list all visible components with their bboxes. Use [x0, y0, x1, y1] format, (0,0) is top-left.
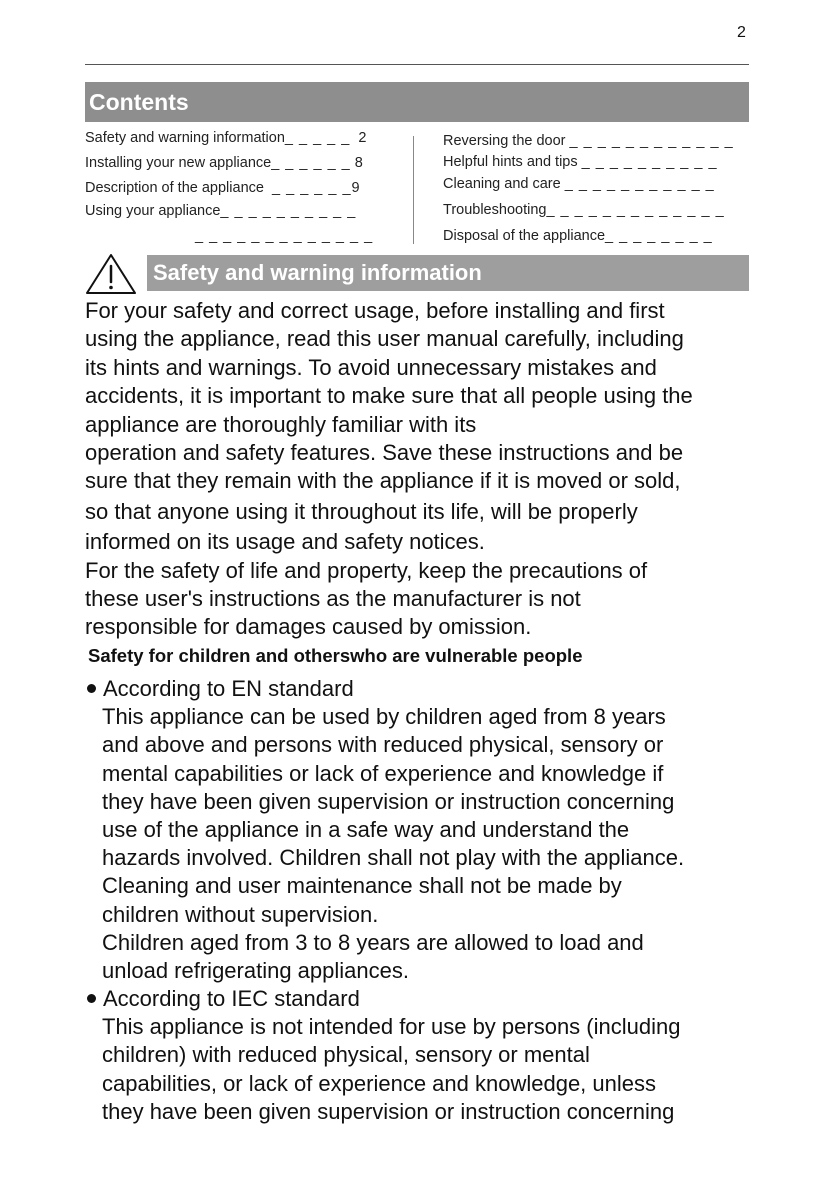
- intro-line: its hints and warnings. To avoid unnecessary mistakes and: [85, 354, 657, 380]
- toc-leader: _ _ _ _ _ _ _ _ _ _ _ _ _: [546, 202, 725, 218]
- intro-line: For your safety and correct usage, before installing and first: [85, 298, 665, 323]
- intro-line: using the appliance, read this user manual carefully, including: [85, 326, 684, 352]
- intro-line: sure that they remain with the appliance if it is moved or sold,: [85, 468, 681, 494]
- bullet-line: children) with reduced physical, sensory or mental: [102, 1042, 590, 1068]
- toc-leader: _ _ _ _ _ _ _ _ _ _: [220, 203, 357, 219]
- bullet-line: use of the appliance in a safe way and understand the: [102, 816, 630, 842]
- bullet-line: This appliance can be used by children aged from 8 years: [102, 704, 666, 730]
- toc-page: 9: [351, 180, 360, 196]
- page-number: 2: [737, 24, 746, 41]
- toc-entry[interactable]: [85, 130, 366, 146]
- toc-entry[interactable]: [85, 203, 356, 219]
- safety-intro: [85, 297, 755, 642]
- intro-line: these user's instructions as the manufacturer is not: [85, 585, 581, 611]
- toc-leader: _ _ _ _ _ _ _ _ _ _ _ _: [569, 133, 734, 149]
- toc-entry-label: Cleaning and care: [443, 176, 561, 192]
- toc-leader: _ _ _ _ _ _: [272, 180, 352, 196]
- intro-line: informed on its usage and safety notices.: [85, 529, 485, 555]
- bullet-line: mental capabilities or lack of experience and knowledge if: [102, 760, 664, 786]
- bullet-line: hazards involved. Children shall not play with the appliance.: [102, 845, 685, 871]
- toc-entry[interactable]: [443, 228, 713, 244]
- toc-divider: [413, 136, 414, 244]
- bullet-line: and above and persons with reduced physical, sensory or: [102, 732, 664, 758]
- bullet-line: capabilities, or lack of experience and knowledge, unless: [102, 1070, 656, 1096]
- toc-continuation: [195, 228, 373, 244]
- toc-page: 8: [354, 155, 363, 171]
- toc-entry-label: Reversing the door: [443, 133, 566, 149]
- toc-leader: _ _ _ _ _ _: [271, 155, 351, 171]
- toc-leader: _ _ _ _ _: [284, 130, 351, 146]
- intro-line: so that anyone using it throughout its life, will be properly: [85, 498, 638, 524]
- header-rule: [85, 64, 749, 65]
- bullet-line: This appliance is not intended for use by persons (including: [102, 1014, 681, 1040]
- toc-entry-label: Disposal of the appliance: [443, 228, 606, 244]
- toc-entry[interactable]: [85, 155, 363, 171]
- intro-line: accidents, it is important to make sure that all people using the: [85, 383, 693, 409]
- toc-entry[interactable]: [443, 154, 718, 170]
- toc-leader: _ _ _ _ _ _ _ _ _ _: [581, 154, 718, 170]
- intro-line: For the safety of life and property, keep the precautions of: [85, 557, 648, 583]
- bullet-title: According to IEC standard: [103, 986, 360, 1011]
- contents-heading: Contents: [85, 82, 749, 122]
- bullet-iec-standard: [85, 985, 755, 1126]
- bullet-line: they have been given supervision or instruction concerning: [102, 1098, 675, 1124]
- bullet-icon: [87, 684, 96, 693]
- toc-entry-label: Troubleshooting: [443, 202, 547, 218]
- toc-left-column: [85, 130, 405, 250]
- bullet-line: children without supervision.: [102, 901, 379, 927]
- toc-right-column: [443, 133, 749, 253]
- toc-entry[interactable]: [443, 176, 715, 192]
- toc-entry-label: Using your appliance: [85, 203, 221, 219]
- toc-entry-label: Description of the appliance: [85, 180, 264, 196]
- toc-entry[interactable]: [443, 133, 734, 149]
- warning-triangle-icon: [85, 253, 137, 295]
- bullet-en-standard: [85, 675, 755, 985]
- bullet-line: Cleaning and user maintenance shall not be made by: [102, 873, 622, 899]
- safety-heading: Safety and warning information: [147, 255, 749, 291]
- toc-page: 2: [358, 130, 367, 146]
- bullet-line: they have been given supervision or instruction concerning: [102, 788, 675, 814]
- toc-entry-label: Helpful hints and tips: [443, 154, 578, 170]
- intro-line: responsible for damages caused by omission.: [85, 614, 532, 640]
- toc-entry-label: Installing your new appliance: [85, 155, 272, 171]
- toc-entry[interactable]: [443, 202, 725, 218]
- intro-line: operation and safety features. Save these instructions and be: [85, 439, 684, 465]
- bullet-line: unload refrigerating appliances.: [102, 957, 409, 983]
- bullet-line: Children aged from 3 to 8 years are allowed to load and: [102, 929, 644, 955]
- vulnerable-people-subheading: Safety for children and otherswho are vulnerable people: [88, 645, 583, 666]
- intro-line: appliance are thoroughly familiar with its: [85, 411, 477, 437]
- toc-leader: _ _ _ _ _ _ _ _ _ _ _ _ _: [195, 228, 374, 244]
- bullet-title: According to EN standard: [103, 676, 354, 701]
- toc-leader: _ _ _ _ _ _ _ _: [605, 228, 713, 244]
- toc-leader: _ _ _ _ _ _ _ _ _ _ _: [564, 176, 715, 192]
- bullet-icon: [87, 994, 96, 1003]
- toc-entry-label: Safety and warning information: [85, 130, 285, 146]
- toc-entry[interactable]: [85, 180, 360, 196]
